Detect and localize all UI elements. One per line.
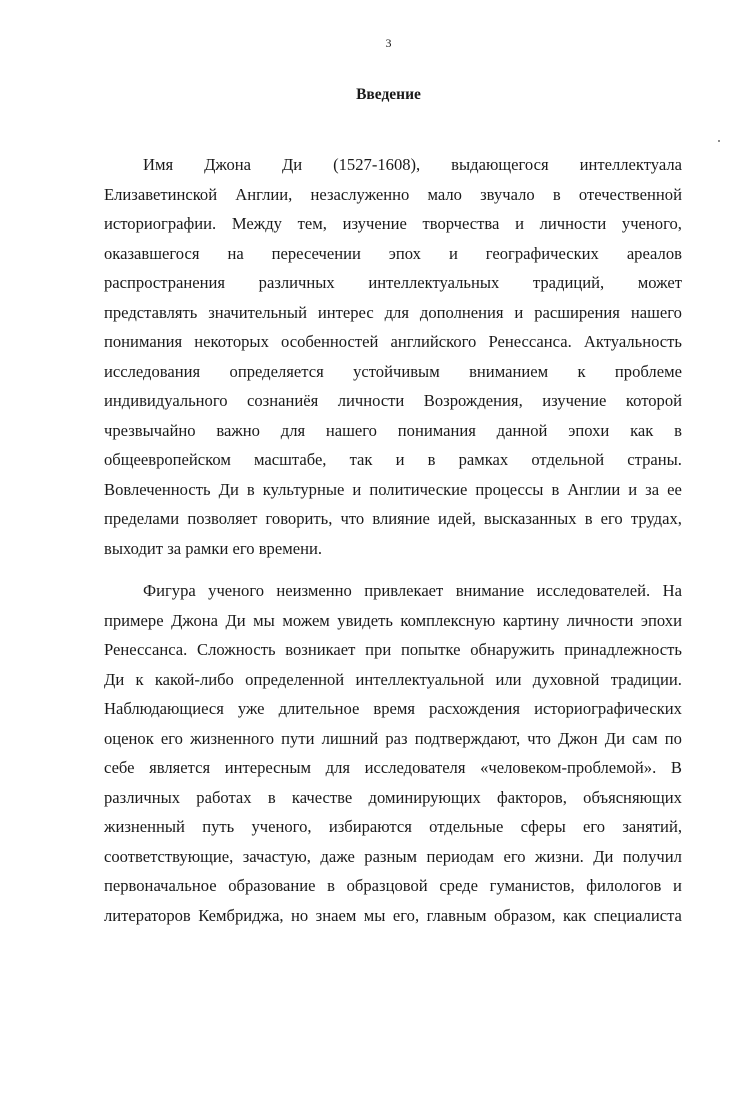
word: Ди [218,479,239,499]
word: Джон [558,728,598,748]
word: его [600,509,623,528]
text-line [104,724,682,754]
word: картину [502,610,560,630]
word: Актуальность [583,332,682,351]
word: Ренессанса. [104,640,188,659]
word: его [503,846,526,866]
word: дополнения [419,302,504,322]
word: традиций, [532,273,605,292]
word: Ди [593,846,614,866]
text-line [104,445,682,475]
word: к [135,669,144,689]
word: Фигура [143,581,196,600]
text-line [104,475,682,505]
word: при [365,640,392,659]
word: отдельные [429,817,504,836]
word: Имя [143,155,174,174]
word: получил [622,846,682,866]
word: возникает [285,640,356,659]
word: общеевропейском [104,450,231,469]
word: себе [104,758,135,777]
word: оказавшегося [104,243,200,263]
text-line [104,783,682,813]
text-line [104,812,682,842]
word: различных [104,787,181,807]
word: раз [385,728,408,748]
document-body [104,150,682,930]
word: в [674,420,682,440]
word: путь [202,817,235,836]
word: интеллектуальной [355,669,485,689]
word: ученого, [621,214,682,233]
word: определенной [245,669,345,689]
word: интерес [317,302,374,322]
word: первоначальное [104,876,217,895]
word: занятий, [622,817,682,836]
word: для [325,758,351,777]
word: (1527-1608), [333,155,421,174]
word: уже [237,699,265,718]
word: процессы [475,479,544,499]
text-line [104,842,682,872]
word: и [352,479,362,499]
word: его, [392,905,420,925]
word: Англии [567,479,621,499]
word: увидеть [337,610,393,630]
word: важно [216,420,260,440]
word: является [149,758,211,777]
word: значительный [208,302,307,322]
word: традиции. [610,669,682,689]
word: ученого, [251,817,312,836]
word: даже [320,846,355,866]
word: тем, [297,214,327,233]
word: вниманием [469,361,549,381]
word: влияние [372,509,430,528]
word: понимания [397,420,476,440]
word: отдельной [531,450,605,469]
word: Ди [225,610,246,630]
word: исследователя [364,758,466,777]
text-line [104,298,682,328]
text-line [104,665,682,695]
word: исследователей. [536,581,651,600]
word: распространения [104,273,226,292]
word: Сложность [197,640,276,659]
word: как [562,905,587,925]
word: пределами [104,509,180,528]
word: эпохи [568,420,610,440]
word: доминирующих [368,787,481,807]
word: объясняющих [583,787,682,807]
word: можем [282,610,330,630]
word: определяется [229,361,324,381]
word: ее [667,479,682,499]
word: личности [566,610,634,630]
word: может [637,273,682,292]
word: комплексную [400,610,496,630]
text-line [104,180,682,210]
text-line [104,239,682,269]
word: политические [369,479,468,499]
word: образование [228,876,316,895]
word: Ди [281,155,303,174]
word: особенностей [281,332,379,351]
word: в [551,479,560,499]
word: культурные [262,479,345,499]
word: его [160,728,183,748]
word: идей, [438,509,476,528]
word: неизменно [276,581,352,600]
word: звучало [480,184,535,204]
word: Ди [604,728,625,748]
word: разным [364,846,418,866]
word: ареалов [626,243,682,263]
word: Наблюдающиеся [104,699,224,718]
text-line [104,357,682,387]
word: мы [253,610,275,630]
word: примере [104,610,164,630]
word: понимания [104,332,183,351]
word: как [630,420,654,440]
text-line [104,753,682,783]
word: в [327,876,335,895]
word: историографии. [104,214,217,233]
section-heading: Введение [356,86,421,103]
word: пересечении [271,243,361,263]
word: позволяет [187,509,258,528]
word: жизненного [190,728,275,748]
word: на [227,243,244,263]
text-line [104,576,682,606]
word: качестве [291,787,353,807]
word: или [495,669,522,689]
word: эпох [388,243,421,263]
word: жизни. [534,846,584,866]
word: нашего [630,302,682,322]
text-line [104,150,682,180]
word: за [645,479,660,499]
word: пути [281,728,315,748]
word: представлять [104,302,198,322]
word: изучение [342,214,407,233]
word: для [384,302,409,322]
word: интересным [224,758,312,777]
text-line [104,901,682,931]
word: главным [426,905,487,925]
word: и [395,450,405,469]
word: интеллектуальных [368,273,500,292]
word: сферы [520,817,566,836]
text-line [104,871,682,901]
word: ученого [208,581,265,600]
word: различных [258,273,335,292]
word: в [267,787,276,807]
word: творчества [422,214,500,233]
word: в [246,479,255,499]
text-line [104,504,682,534]
word: оценок [104,728,154,748]
word: расширения [534,302,620,322]
word: среде [439,876,478,895]
word: изучение [542,391,607,410]
word: и [515,214,524,233]
word: устойчивым [353,361,440,381]
scan-speck [718,140,720,142]
word: страны. [627,450,682,469]
word: трудах, [630,509,682,528]
word: индивидуального [104,391,228,410]
word: что [527,728,551,748]
word: принадлежность [564,640,682,659]
text-line [104,635,682,665]
word: избираются [328,817,412,836]
word: географических [485,243,599,263]
word: мы [363,905,386,925]
word: духовной [532,669,600,689]
word: для [280,420,306,440]
text-line [104,386,682,416]
word: знаем [315,905,357,925]
word: Кембриджа, [198,905,284,925]
word: Возрождения, [423,391,523,410]
word: филологов [586,876,662,895]
word: мало [427,184,462,204]
word: Джона [204,155,251,174]
word: На [662,581,682,600]
word: сознаниёя [247,391,319,410]
word: рамках [458,450,509,469]
word: в [552,184,561,204]
word: образцовой [346,876,428,895]
word: чрезвычайно [104,420,196,440]
text-line [104,268,682,298]
word: литераторов [104,905,191,925]
word: длительное [278,699,360,718]
text-line [104,694,682,724]
word: Елизаветинской [104,184,218,204]
word: проблеме [614,361,682,381]
word: зачастую, [242,846,311,866]
word: Ренессанса. [488,332,572,351]
word: внимание [455,581,525,600]
word: и [673,876,682,895]
word: попытке [400,640,461,659]
word: соответствующие, [104,846,234,866]
word: к [577,361,586,381]
text-line: выходит за рамки его времени. [104,538,322,558]
text-line [104,327,682,357]
word: периодам [426,846,495,866]
word: так [349,450,373,469]
word: Англии, [235,184,293,204]
word: личности [539,214,607,233]
word: В [670,758,682,777]
word: и [514,302,524,322]
word: нашего [325,420,377,440]
paragraph [104,576,682,930]
word: английского [390,332,477,351]
word: Между [231,214,282,233]
word: масштабе, [254,450,327,469]
word: лишний [321,728,379,748]
word: подтверждают, [414,728,521,748]
word: что [340,509,365,528]
word: интеллектуала [579,155,682,174]
word: «человеком-проблемой». [480,758,657,777]
word: историографических [534,699,682,718]
word: эпохи [640,610,682,630]
word: высказанных [483,509,577,528]
word: гуманистов, [489,876,575,895]
word: работах [196,787,252,807]
word: выдающегося [451,155,549,174]
word: время [373,699,416,718]
word: расхождения [429,699,521,718]
word: Ди [104,669,125,689]
word: исследования [104,361,201,381]
text-line [104,416,682,446]
word: сам [632,728,658,748]
word: и [448,243,458,263]
text-line [104,209,682,239]
word: специалиста [593,905,682,925]
word: говорить, [265,509,333,528]
word: и [628,479,638,499]
page-number: 3 [385,36,392,50]
word: в [427,450,436,469]
word: Джона [171,610,218,630]
word: по [664,728,682,748]
paragraph [104,150,682,563]
word: но [291,905,309,925]
word: Вовлеченность [104,479,211,499]
word: которой [625,391,682,410]
word: обнаружить [470,640,555,659]
word: образом, [494,905,556,925]
word: данной [496,420,548,440]
word: отечественной [578,184,682,204]
word: привлекает [364,581,444,600]
word: его [583,817,606,836]
word: некоторых [194,332,269,351]
text-line [104,606,682,636]
word: какой-либо [154,669,234,689]
word: в [584,509,593,528]
word: факторов, [497,787,567,807]
word: незаслуженно [310,184,410,204]
word: личности [337,391,405,410]
word: жизненный [104,817,185,836]
